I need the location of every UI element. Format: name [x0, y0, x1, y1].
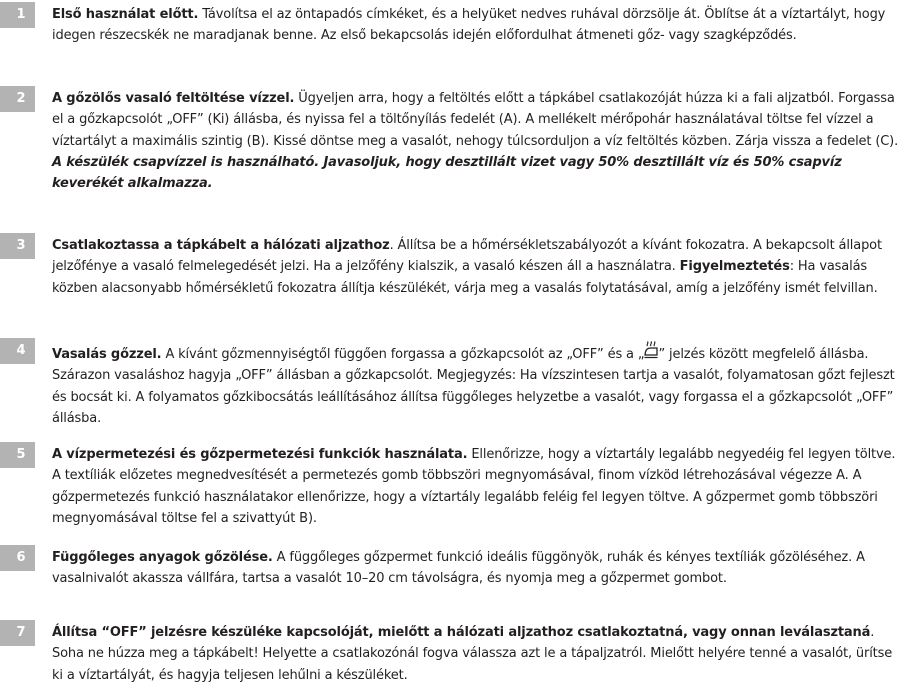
step-title: Csatlakoztassa a tápkábelt a hálózati aljzathoz: [52, 238, 390, 253]
step-body: . Állítsa be a hőmérsékletszabályozót a kívánt fokozatra. A bekapcsolt állapot jelzőfénye a vasaló felmelegedését jelzi. Ha a jelzőfény kialszik, a vasaló készen áll a használatra.: [52, 238, 882, 275]
step-text: [52, 88, 904, 194]
step-number: 3: [0, 233, 35, 259]
step-body: Távolítsa el az öntapadós címkéket, és a helyüket nedves ruhával dörzsölje át. Öblítse át a víztartályt, hogy idegen részecskék ne maradjanak benne. Az első bekapcsolás idején előfordulhat átmeneti gőz- vagy szagképződés.: [52, 7, 886, 44]
warning-text: : Ha vasalás közben alacsonyabb hőmérsékletű fokozatra állítja készülékét, várja meg a vasalás folytatásával, amíg a jelzőfény ismét felvillan.: [52, 259, 878, 296]
step-note: A készülék csapvízzel is használható. Javasoljuk, hogy desztillált vizet vagy 50% desztillált víz és 50% csapvíz keverékét alkalmazza.: [52, 154, 842, 192]
step-text: [52, 4, 904, 47]
step-body: Ellenőrizze, hogy a víztartály legalább negyedéig fel legyen töltve. A textíliák előzetes megnedvesítését a permetezés gomb többszöri megnyomásával, finom vízköd létrehozásával végezze A. A gőzpermetezés funkció használatakor ellenőrizze, hogy a víztartály legalább feléig fel legyen töltve. A gőzpermet gomb többszöri megnyomásával töltse fel a szivattyút B).: [52, 447, 896, 526]
step-title: Függőleges anyagok gőzölése.: [52, 550, 273, 565]
step-title: Állítsa “OFF” jelzésre készüléke kapcsolóját, mielőtt a hálózati aljzathoz csatlakoztatná, vagy onnan leválasztaná: [52, 625, 871, 640]
step-body-after: ” jelzés között megfelelő állásba. Szárazon vasaláshoz hagyja „OFF” állásban a gőzkapcsolót. Megjegyzés: Ha vízszintesen tartja a vasalót, folyamatosan gőzt fejleszt és bocsát ki. A folyamatos gőzkibocsátás leállításához állítsa függőleges helyzetbe a vasalót, vagy forgassa el a gőzkapcsolót „OFF” állásba.: [52, 347, 895, 426]
step-number: 2: [0, 86, 35, 112]
step-text: [52, 235, 904, 299]
step-title: A vízpermetezési és gőzpermetezési funkciók használata.: [52, 447, 468, 462]
step-body: A függőleges gőzpermet funkció ideális függönyök, ruhák és kényes textíliák gőzöléséhez. A vasalnivalót akassza vállfára, tartsa a vasalót 10–20 cm távolságra, és nyomja meg a gőzpermet gombot.: [52, 550, 865, 587]
step-number: 5: [0, 442, 35, 468]
step-text: [52, 622, 904, 686]
step-number: 4: [0, 338, 35, 364]
step-number: 6: [0, 545, 35, 571]
step-title: A gőzölős vasaló feltöltése vízzel.: [52, 91, 295, 106]
step-body: . Soha ne húzza meg a tápkábelt! Helyette a csatlakozónál fogva válassza azt le a tápaljzatról. Mielőtt helyére tenné a vasalót, ürítse ki a víztartályát, és hagyja teljesen lehűlni a készüléket.: [52, 625, 893, 683]
step-text: [52, 340, 904, 429]
step-text: [52, 547, 904, 590]
step-body: Ügyeljen arra, hogy a feltöltés előtt a tápkábel csatlakozóját húzza ki a fali aljzatból. Forgassa el a gőzkapcsolót „OFF” (Ki) állásba, és nyissa fel a töltőnyílás fedelét (A). A mellékelt mérőpohár használatával töltse fel vízzel a víztartályt a maximális szintig (B). Kissé döntse meg a vasalót, nehogy túlcsorduljon a víz feltöltés közben. Zárja vissza a fedelet (C).: [52, 91, 899, 149]
warning-label: Figyelmeztetés: [679, 259, 790, 275]
step-text: [52, 444, 904, 529]
step-title: Első használat előtt.: [52, 7, 199, 22]
steam-max-icon: [644, 340, 658, 360]
step-body: A kívánt gőzmennyiségtől függően forgassa a gőzkapcsolót az „OFF” és a „: [161, 347, 645, 362]
step-title: Vasalás gőzzel.: [52, 347, 162, 362]
step-number: 1: [0, 2, 35, 28]
step-number: 7: [0, 620, 35, 646]
